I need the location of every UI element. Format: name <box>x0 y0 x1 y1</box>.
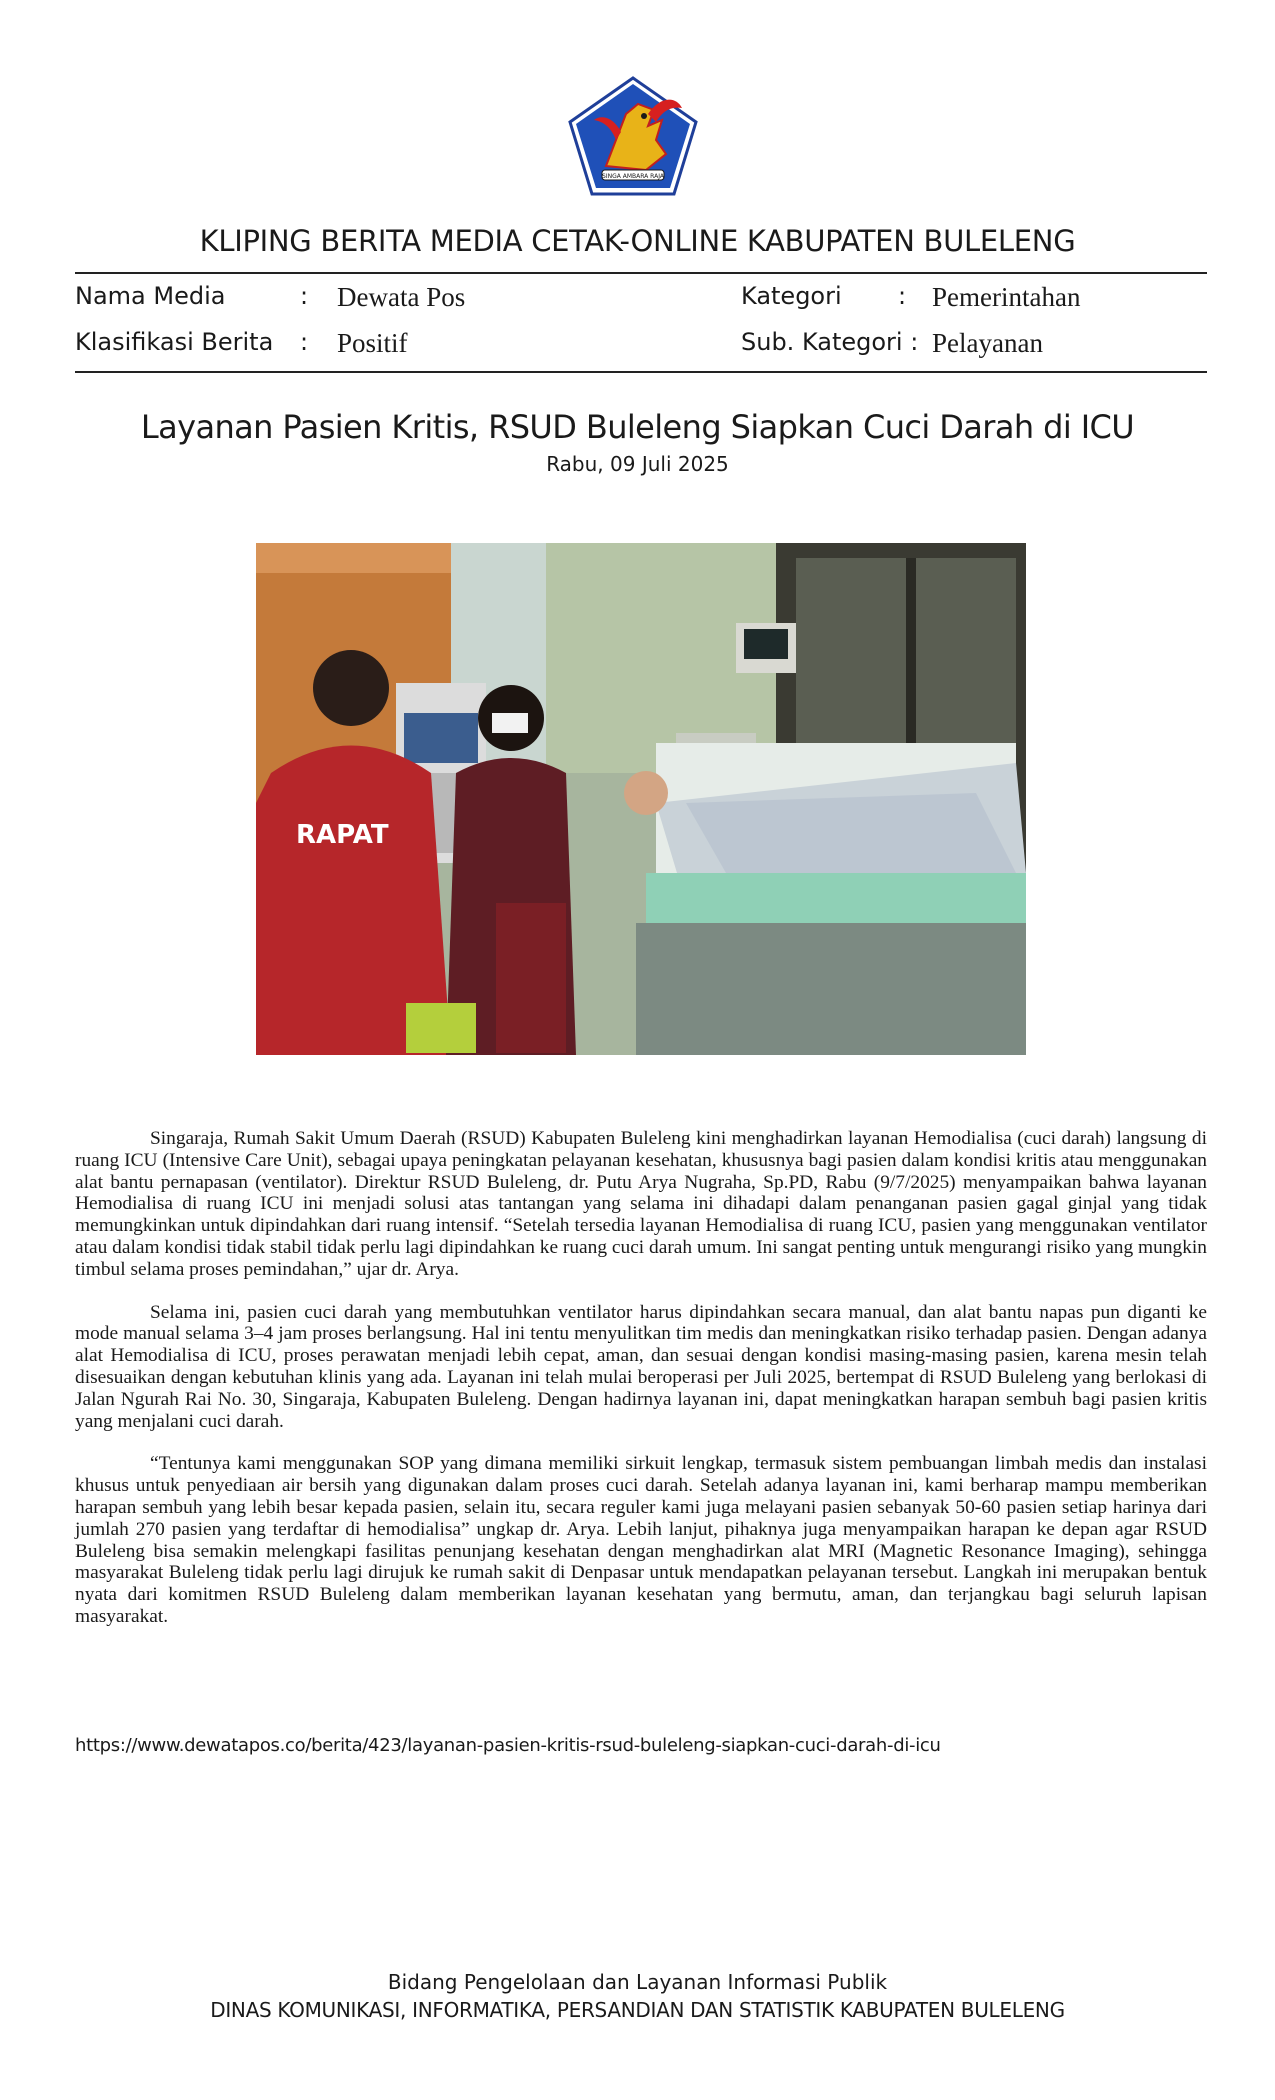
category-value: Pemerintahan <box>932 282 1081 312</box>
header-bottom-rule <box>75 371 1207 373</box>
subcategory-label: Sub. Kategori : <box>741 328 919 356</box>
article-photo <box>256 543 1026 1055</box>
article-date: Rabu, 09 Juli 2025 <box>546 452 729 476</box>
buleleng-regency-crest-icon <box>566 74 700 198</box>
media-value: Dewata Pos <box>337 282 466 312</box>
subcategory-value: Pelayanan <box>932 328 1043 358</box>
article-title: Layanan Pasien Kritis, RSUD Buleleng Siapkan Cuci Darah di ICU <box>140 408 1135 446</box>
meta-row-classification <box>0 326 1275 366</box>
article-body <box>75 1128 1207 1649</box>
article-paragraph: “Tentunya kami menggunakan SOP yang dimana memiliki sirkuit lengkap, termasuk sistem pembuangan limbah medis dan instalasi khusus untuk penyediaan air bersih yang digunakan dalam proses cuci darah. Setelah adanya layanan ini, kami berharap mampu memberikan harapan sembuh yang lebih besar kepada pasien, selain itu, secara reguler kami juga melayani pasien sebanyak 50-60 pasien setiap harinya dari jumlah 270 pasien yang terdaftar di hemodialisa” ungkap dr. Arya. Lebih lanjut, pihaknya juga menyampaikan harapan ke depan agar RSUD Buleleng bisa semakin melengkapi fasilitas penunjang kesehatan dengan menghadirkan alat MRI (Magnetic Resonance Imaging), sehingga masyarakat Buleleng tidak perlu lagi dirujuk ke rumah sakit di Denpasar untuk mendapatkan pelayanan tersebut. Langkah ini merupakan bentuk nyata dari komitmen RSUD Buleleng dalam memberikan layanan kesehatan yang bermutu, aman, dan terjangkau bagi seluruh lapisan masyarakat. <box>75 1453 1207 1627</box>
footer-division: Bidang Pengelolaan dan Layanan Informasi Publik <box>387 1970 888 1994</box>
logo-motto: SINGA AMBARA RAJA <box>602 173 664 180</box>
source-url-link[interactable]: https://www.dewatapos.co/berita/423/layanan-pasien-kritis-rsud-buleleng-siapkan-cuci-darah-di-icu <box>75 1735 941 1756</box>
classification-value: Positif <box>337 328 408 358</box>
category-colon: : <box>898 282 907 310</box>
media-label: Nama Media <box>75 282 226 310</box>
header-top-rule <box>75 272 1207 274</box>
photo-shirt-text: RAPAT <box>296 820 389 850</box>
document-header-title: KLIPING BERITA MEDIA CETAK-ONLINE KABUPATEN BULELENG <box>199 224 1076 258</box>
article-paragraph: Singaraja, Rumah Sakit Umum Daerah (RSUD) Kabupaten Buleleng kini menghadirkan layanan Hemodialisa (cuci darah) langsung di ruang ICU (Intensive Care Unit), sebagai upaya peningkatan pelayanan kesehatan, khususnya bagi pasien dalam kondisi kritis atau menggunakan alat bantu pernapasan (ventilator). Direktur RSUD Buleleng, dr. Putu Arya Nugraha, Sp.PD, Rabu (9/7/2025) menyampaikan bahwa layanan Hemodialisa di ruang ICU ini menjadi solusi atas tantangan yang selama ini dihadapi dalam penanganan pasien gagal ginjal yang tidak memungkinkan untuk dipindahkan dari ruang intensif. “Setelah tersedia layanan Hemodialisa di ruang ICU, pasien yang menggunakan ventilator atau dalam kondisi tidak stabil tidak perlu lagi dipindahkan ke ruang cuci darah umum. Ini sangat penting untuk mengurangi risiko yang mungkin timbul selama proses pemindahan,” ujar dr. Arya. <box>75 1128 1207 1280</box>
classification-colon: : <box>300 328 309 356</box>
footer-agency: DINAS KOMUNIKASI, INFORMATIKA, PERSANDIAN DAN STATISTIK KABUPATEN BULELENG <box>210 1998 1065 2022</box>
article-paragraph: Selama ini, pasien cuci darah yang membutuhkan ventilator harus dipindahkan secara manual, dan alat bantu napas pun diganti ke mode manual selama 3–4 jam proses berlangsung. Hal ini tentu menyulitkan tim medis dan meningkatkan risiko terhadap pasien. Dengan adanya alat Hemodialisa di ICU, proses perawatan menjadi lebih cepat, aman, dan sesuai dengan kondisi masing-masing pasien, karena mesin telah disesuaikan dengan kebutuhan klinis yang ada. Layanan ini telah mulai beroperasi per Juli 2025, bertempat di RSUD Buleleng yang berlokasi di Jalan Ngurah Rai No. 30, Singaraja, Kabupaten Buleleng. Dengan hadirnya layanan ini, dapat meningkatkan harapan sembuh bagi pasien kritis yang menjalani cuci darah. <box>75 1301 1207 1432</box>
category-label: Kategori <box>741 282 842 310</box>
classification-label: Klasifikasi Berita <box>75 328 274 356</box>
meta-row-media <box>0 278 1275 318</box>
media-colon: : <box>300 282 309 310</box>
